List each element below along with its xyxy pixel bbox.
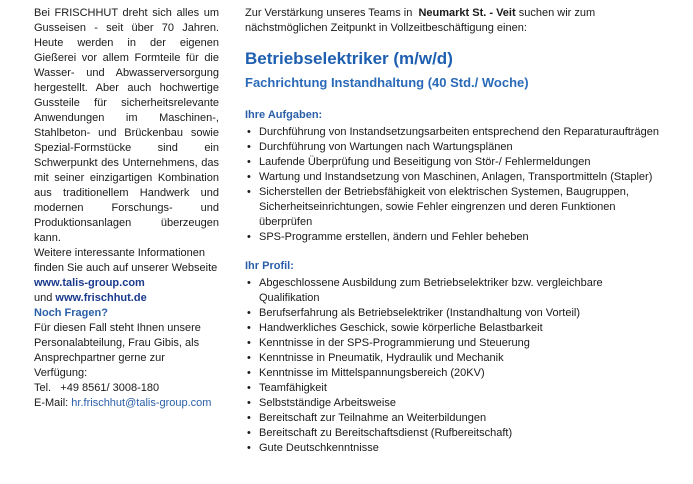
list-item: • Kenntnisse im Mittelspannungsbereich (20KV) xyxy=(259,366,665,381)
list-item: • Handwerkliches Geschick, sowie körperliche Belastbarkeit xyxy=(259,321,665,336)
list-item: • Teamfähigkeit xyxy=(259,381,665,396)
tel-value: +49 8561/ 3008-180 xyxy=(60,382,160,394)
contact-title: Noch Fragen? xyxy=(34,307,108,319)
list-item: • Laufende Überprüfung und Beseitigung von Stör-/ Fehlermeldungen xyxy=(259,155,665,170)
list-item: • Kenntnisse in der SPS-Programmierung und Steuerung xyxy=(259,336,665,351)
company-info-column xyxy=(34,0,219,411)
website-info-text: Weitere interessante Informationen finden Sie auch auf unserer Webseite xyxy=(34,247,218,274)
talis-website-link[interactable]: www.talis-group.com xyxy=(34,277,145,289)
list-item: • Bereitschaft zu Bereitschaftsdienst (Rufbereitschaft) xyxy=(259,426,665,441)
tasks-list xyxy=(245,125,665,245)
list-item: • Gute Deutschkenntnisse xyxy=(259,441,665,456)
tel-label: Tel. xyxy=(34,382,52,394)
list-item: • SPS-Programme erstellen, ändern und Fehler beheben xyxy=(259,230,665,245)
list-item: • Selbstständige Arbeitsweise xyxy=(259,396,665,411)
job-intro-pre: Zur Verstärkung unseres Teams in xyxy=(245,7,413,19)
job-title: Betriebselektriker (m/w/d) xyxy=(245,49,453,68)
list-item: • Abgeschlossene Ausbildung zum Betriebselektriker bzw. vergleichbare Qualifikation xyxy=(259,276,665,306)
contact-text: Für diesen Fall steht Ihnen unsere Personalabteilung, Frau Gibis, als Ansprechpartner gerne zur Verfügung: xyxy=(34,322,201,379)
email-label: E-Mail: xyxy=(34,397,69,409)
list-item: • Durchführung von Instandsetzungsarbeiten entsprechend den Reparaturaufträgen xyxy=(259,125,665,140)
job-location: Neumarkt St. - Veit xyxy=(418,7,516,19)
job-intro-post: suchen wir zum nächstmöglichen Zeitpunkt in Vollzeitbeschäftigung einen: xyxy=(245,7,596,34)
job-intro xyxy=(245,0,665,36)
company-intro: Bei FRISCHHUT dreht sich alles um Gusseisen - seit über 70 Jahren. Heute werden in der eigenen Gießerei vor allem Formteile für die Wasser- und Abwasserversorgung hergestellt. Aber auch hochwertige Gussteile für sicherheitsrelevante Anwendungen im Maschinen-, Stahlbeton- und Brückenbau sowie Spezial-Formstücke sind ein Schwerpunkt des Unternehmens, das mit seiner einzigartigen Kombination aus traditionellem Handwerk und modernen Forschungs- und Produktionsanlagen überzeugen kann. xyxy=(34,7,219,244)
list-item: • Kenntnisse in Pneumatik, Hydraulik und Mechanik xyxy=(259,351,665,366)
job-ad-column xyxy=(245,0,665,456)
email-link[interactable]: hr.frischhut@talis-group.com xyxy=(71,397,212,409)
list-item: • Wartung und Instandsetzung von Maschinen, Anlagen, Transportmitteln (Stapler) xyxy=(259,170,665,185)
job-subtitle: Fachrichtung Instandhaltung (40 Std./ Woche) xyxy=(245,75,529,90)
list-item: • Bereitschaft zur Teilnahme an Weiterbildungen xyxy=(259,411,665,426)
profile-title: Ihr Profil: xyxy=(245,260,294,272)
website-info xyxy=(34,246,219,306)
profile-list xyxy=(245,276,665,456)
list-item: • Durchführung von Wartungen nach Wartungsplänen xyxy=(259,140,665,155)
contact-block xyxy=(34,306,219,411)
frischhut-website-link[interactable]: www.frischhut.de xyxy=(55,292,147,304)
list-item: • Sicherstellen der Betriebsfähigkeit von elektrischen Systemen, Baugruppen, Sicherheitseinrichtungen, sowie Fehler eingrenzen und deren Funktionen überprüfen xyxy=(259,185,665,230)
list-item: • Berufserfahrung als Betriebselektriker (Instandhaltung von Vorteil) xyxy=(259,306,665,321)
and-word: und xyxy=(34,292,53,304)
tasks-title: Ihre Aufgaben: xyxy=(245,109,323,121)
